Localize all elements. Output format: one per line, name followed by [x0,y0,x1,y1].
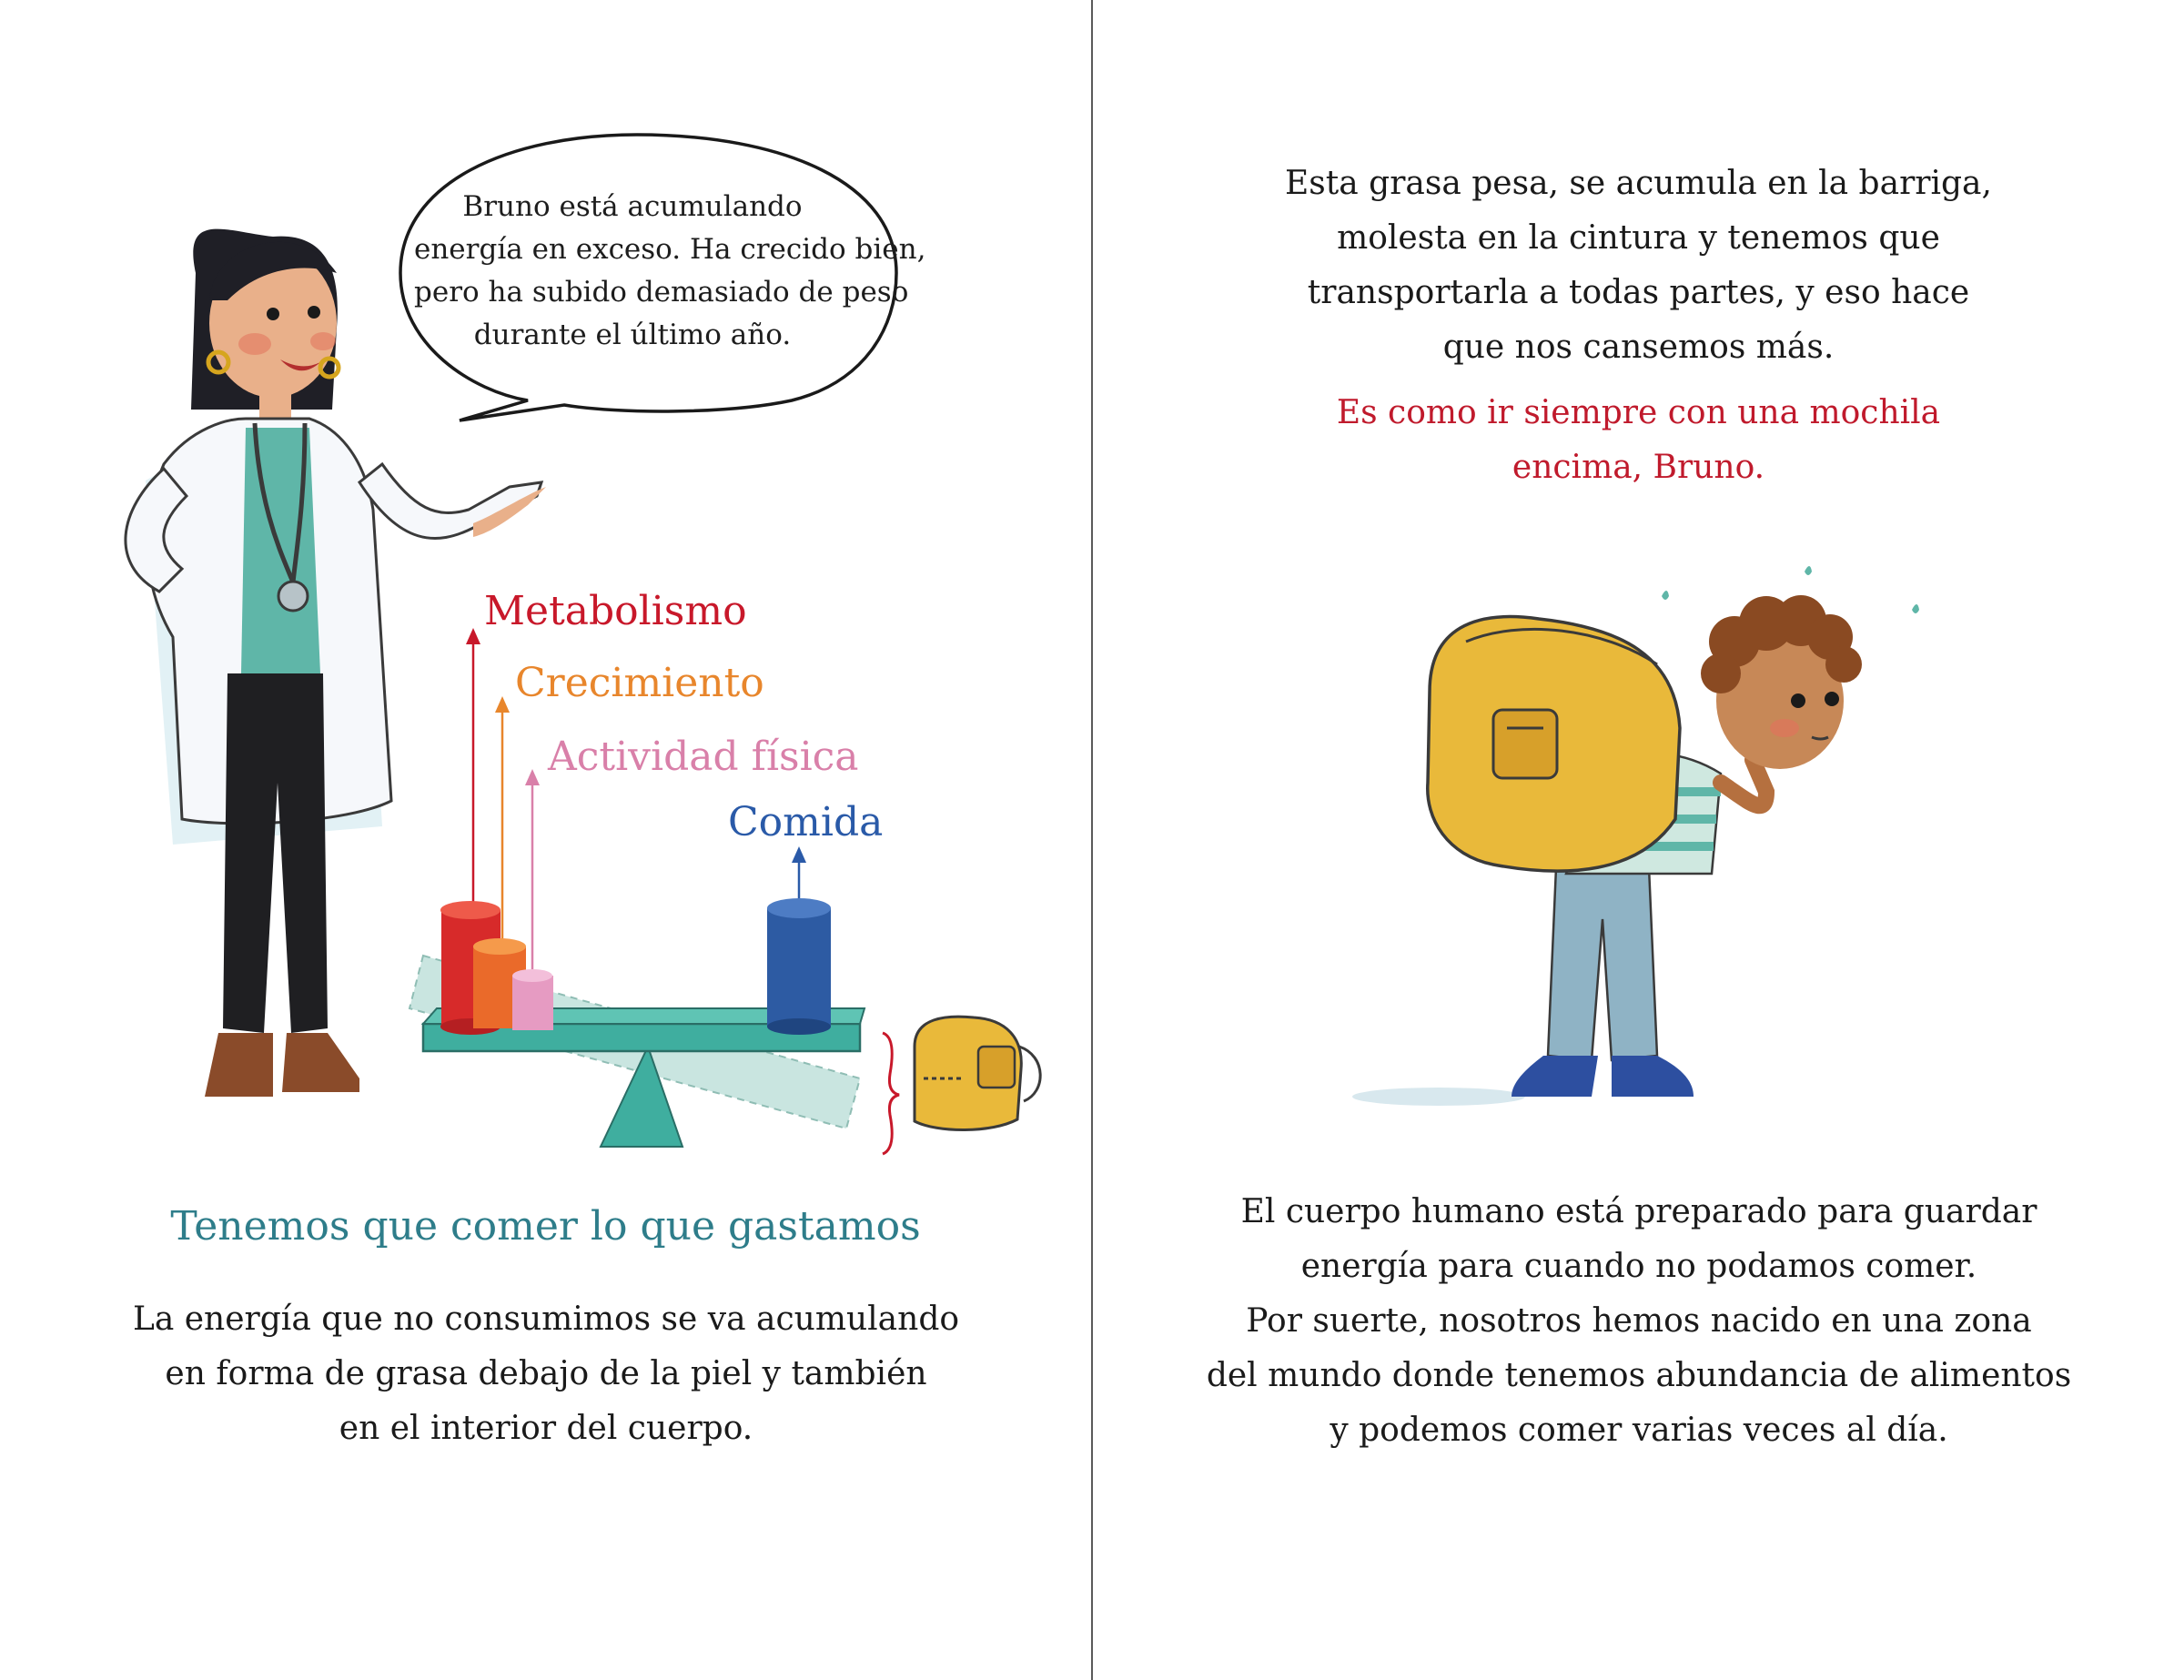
highlight-line: encima, Bruno. [1512,449,1765,486]
speech-bubble-text [414,186,926,357]
body-line: y podemos comer varias veces al día. [1330,1412,1948,1449]
bubble-line: durante el último año. [473,319,792,351]
label-crecimiento: Crecimiento [515,660,764,706]
label-actividad-fisica: Actividad física [548,734,859,780]
body-line: La energía que no consumimos se va acumulando [132,1300,960,1338]
top-line: que nos cansemos más. [1442,329,1835,366]
highlight-line: Es como ir siempre con una mochila [1336,394,1941,431]
right-body-text [1129,1185,2149,1458]
small-backpack-icon [915,1017,1040,1129]
body-line: El cuerpo humano está preparado para guardar [1240,1193,2037,1230]
body-line: energía para cuando no podamos comer. [1300,1248,1977,1285]
energy-balance-diagram [410,628,1040,1154]
top-line: transportarla a todas partes, y eso hace [1307,274,1970,311]
label-comida: Comida [728,799,884,845]
section-heading: Tenemos que comer lo que gastamos [170,1203,921,1250]
top-line: Esta grasa pesa, se acumula en la barriga, [1285,165,1992,202]
body-line: en forma de grasa debajo de la piel y también [165,1355,927,1392]
body-line: en el interior del cuerpo. [339,1410,753,1447]
body-line: Por suerte, nosotros hemos nacido en una zona [1246,1302,2032,1340]
top-line: molesta en la cintura y tenemos que [1337,219,1940,257]
bubble-line: energía en exceso. Ha crecido bien, [414,233,926,266]
bubble-line: pero ha subido demasiado de peso [414,276,909,309]
bubble-line: Bruno está acumulando [462,190,803,223]
label-metabolismo: Metabolismo [484,588,747,634]
left-body-text [73,1292,1019,1456]
left-page [0,0,1091,1680]
big-backpack-icon [1428,617,1680,872]
right-page [1093,0,2184,1680]
body-line: del mundo donde tenemos abundancia de alimentos [1206,1357,2072,1394]
